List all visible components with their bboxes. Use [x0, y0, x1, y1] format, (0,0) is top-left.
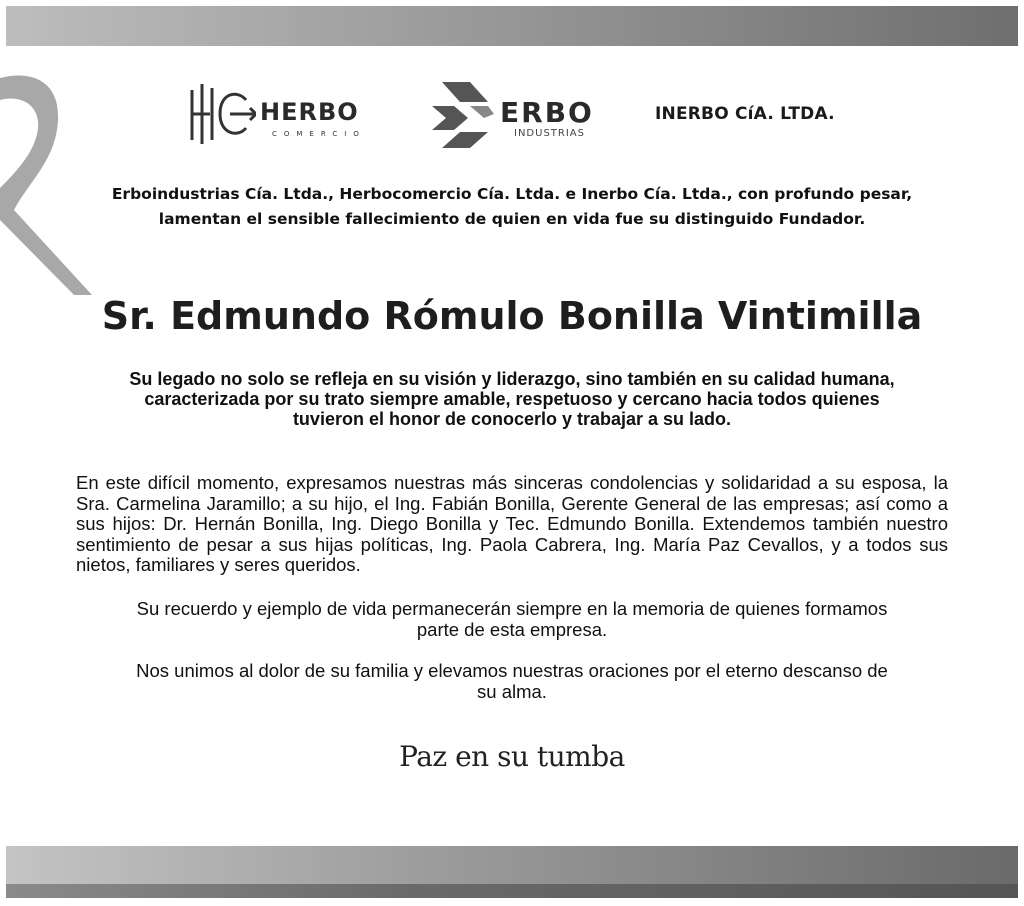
herbo-comercio-logo — [186, 78, 386, 150]
erbo-industrias-logo — [428, 78, 608, 150]
intro-paragraph — [80, 182, 944, 232]
erbo-emblem-icon — [428, 78, 498, 150]
company-logos — [0, 78, 1024, 150]
herbo-subtitle: COMERCIO — [272, 130, 366, 138]
legacy-paragraph — [80, 369, 944, 429]
intro-line: lamentan el sensible fallecimiento de quien en vida fue su distinguido Fundador. — [158, 210, 866, 228]
memory-paragraph — [76, 599, 948, 640]
prayer-line: Nos unimos al dolor de su familia y elevamos nuestras oraciones por el eterno descanso de — [136, 660, 888, 681]
bottom-banner — [6, 846, 1018, 898]
prayer-paragraph — [76, 661, 948, 702]
deceased-name: Sr. Edmundo Rómulo Bonilla Vintimilla — [101, 294, 923, 338]
legacy-line: caracterizada por su trato siempre amable, respetuoso y cercano hacia todos quienes — [144, 389, 880, 409]
hc-emblem-icon — [186, 78, 256, 150]
erbo-wordmark: ERBO — [500, 96, 594, 129]
memory-line: parte de esta empresa. — [416, 618, 608, 640]
bottom-stripe — [6, 884, 1018, 898]
legacy-line: tuvieron el honor de conocerlo y trabajar a su lado. — [292, 409, 732, 429]
memory-line: Su recuerdo y ejemplo de vida permanecerán siempre en la memoria de quienes formamos — [136, 598, 888, 619]
prayer-line: su alma. — [477, 680, 547, 702]
closing-phrase: Paz en su tumba — [399, 740, 625, 773]
top-banner — [6, 6, 1018, 46]
legacy-line: Su legado no solo se refleja en su visión y liderazgo, sino también en su calidad humana, — [129, 369, 895, 389]
erbo-subtitle: INDUSTRIAS — [514, 128, 585, 139]
herbo-wordmark: HERBO — [260, 98, 359, 126]
intro-line: Erboindustrias Cía. Ltda., Herbocomercio Cía. Ltda. e Inerbo Cía. Ltda., con profundo pesar, — [111, 185, 913, 203]
inerbo-logo-text: INERBO CíA. LTDA. — [655, 104, 835, 124]
condolences-paragraph: En este difícil momento, expresamos nuestras más sinceras condolencias y solidaridad a su esposa, la Sra. Carmelina Jaramillo; a su hijo, el Ing. Fabián Bonilla, Gerente General de las empresas; así como a sus hijos: Dr. Hernán Bonilla, Ing. Diego Bonilla y Tec. Edmundo Bonilla. Extendemos también nuestro sentimiento de pesar a sus hijas políticas, Ing. Paola Cabrera, Ing. María Paz Cevallos, y a todos sus nietos, familiares y seres queridos. — [76, 472, 948, 575]
